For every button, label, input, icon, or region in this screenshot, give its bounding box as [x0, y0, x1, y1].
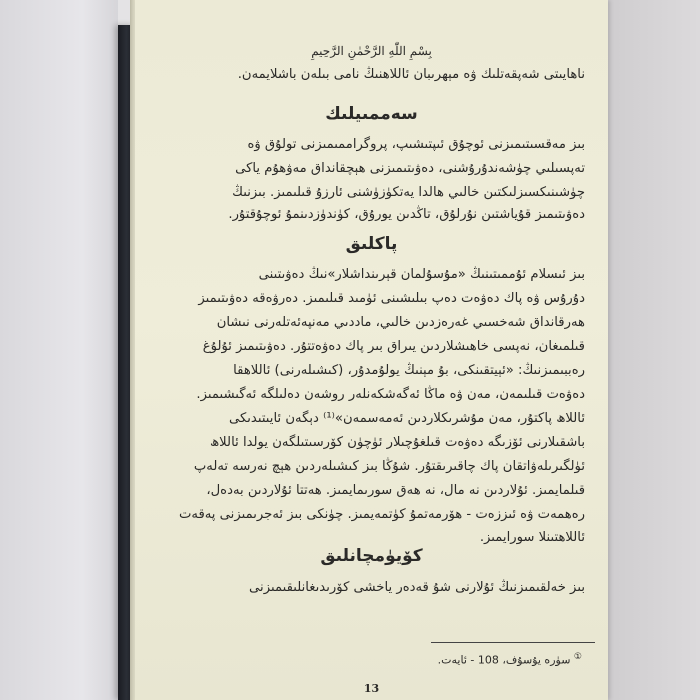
footnote-text: سۈرە يۇسۇف، 108 - ئايەت.	[437, 653, 571, 667]
intro-line: ناھايىتى شەپقەتلىك ۋە مېھرىبان ئاللاھنىڭ نامى بىلەن باشلايمەن.	[237, 67, 585, 82]
paragraph-line: چۈشىنىكسىزلىكتىن خالىي ھالدا يەتكۈزۈشنى ئارزۇ قىلىمىز. بىزنىڭ	[232, 185, 585, 200]
paragraph-line: قىلمايمىز. ئۇلاردىن نە مال، نە ھەق سورىمايمىز. ھەتتا ئۇلاردىن بەدەل،	[206, 483, 585, 498]
paragraph-line: بىز خەلقىمىزنىڭ ئۇلارنى شۇ قەدەر ياخشى كۆرىدىغانلىقىمىزنى	[249, 580, 585, 595]
section-heading-sincerity: سەممىيلىك	[325, 104, 418, 124]
basmala: بِسْمِ اللّٰهِ الرَّحْمٰنِ الرَّحِيمِ	[311, 44, 432, 58]
page-number: 13	[363, 682, 380, 695]
paragraph-line: قىلمىغان، نەپسى خاھىشلاردىن يىراق بىر پاك دەۋەتتۇر. دەۋىتىمىز ئۇلۇغ	[202, 339, 585, 354]
paragraph-line: دەۋەت قىلىمەن، مەن ۋە ماڭا ئەگەشكەنلەر روشەن دەلىلگە ئەگىشىمىز.	[196, 387, 585, 402]
footnote	[402, 652, 582, 667]
paragraph-line: بىز ئىسلام ئۇممىتىنىڭ «مۇسۇلمان قېرىنداشلار»نىڭ دەۋىتىنى	[258, 267, 585, 282]
paragraph-line: ئۈلگىرىلەۋاتقان پاك چاقىرىقتۇر. شۇڭا بىز كىشىلەردىن ھېچ نەرسە تەلەپ	[193, 459, 585, 474]
background-left	[0, 0, 118, 700]
background-right	[608, 0, 700, 700]
paragraph-line: ئاللاھ پاكتۇر، مەن مۇشرىكلاردىن ئەمەسمەن»⁽¹⁾ دېگەن ئايىتىدىكى	[228, 411, 585, 426]
paragraph-line: ئاللاھتىنلا سورايمىز.	[479, 530, 585, 545]
paragraph-line: بىز مەقسىتىمىزنى ئوچۇق ئىپتىشىپ، پروگراممىمىزنى تولۇق ۋە	[247, 137, 585, 152]
paragraph-line: دەۋىتىمىز قۇياشتىن نۇرلۇق، تاڭدىن يورۇق، كۈندۈزدىنمۇ ئوچۇقتۇر.	[228, 207, 585, 222]
paragraph-line: تەپسىلىي چۈشەندۇرۇشنى، دەۋىتىمىزنى ھېچقانداق مەۋھۇم ياكى	[235, 161, 585, 176]
paragraph-line: ھەرقانداق شەخسىي غەرەزدىن خالىي، ماددىي مەنپەئەتلەرنى نىشان	[216, 315, 585, 330]
footnote-marker: ①	[573, 652, 582, 662]
section-heading-compassion: كۆيۈمچانلىق	[320, 546, 423, 566]
paragraph-line: رەھمەت ۋە ئىززەت - ھۆرمەتمۇ كۈتمەيمىز. چۈنكى بىز ئەجرىمىزنى پەقەت	[178, 507, 585, 522]
book-page	[135, 0, 608, 700]
paragraph-line: رەببىمىزنىڭ: «ئېيتقىنكى، بۇ مېنىڭ يولۇمدۇر، (كىشىلەرنى) ئاللاھقا	[233, 363, 585, 378]
footnote-rule	[431, 642, 595, 643]
paragraph-line: باشقىلارنى ئۆزىگە دەۋەت قىلغۇچىلار ئۈچۈن كۆرسىتىلگەن يولدا ئاللاھ	[209, 435, 585, 450]
paragraph-line: دۇرۇس ۋە پاك دەۋەت دەپ بىلىشىنى ئۈمىد قىلىمىز. دەرۋەقە دەۋىتىمىز	[198, 291, 585, 306]
section-heading-purity: پاكلىق	[345, 234, 398, 254]
